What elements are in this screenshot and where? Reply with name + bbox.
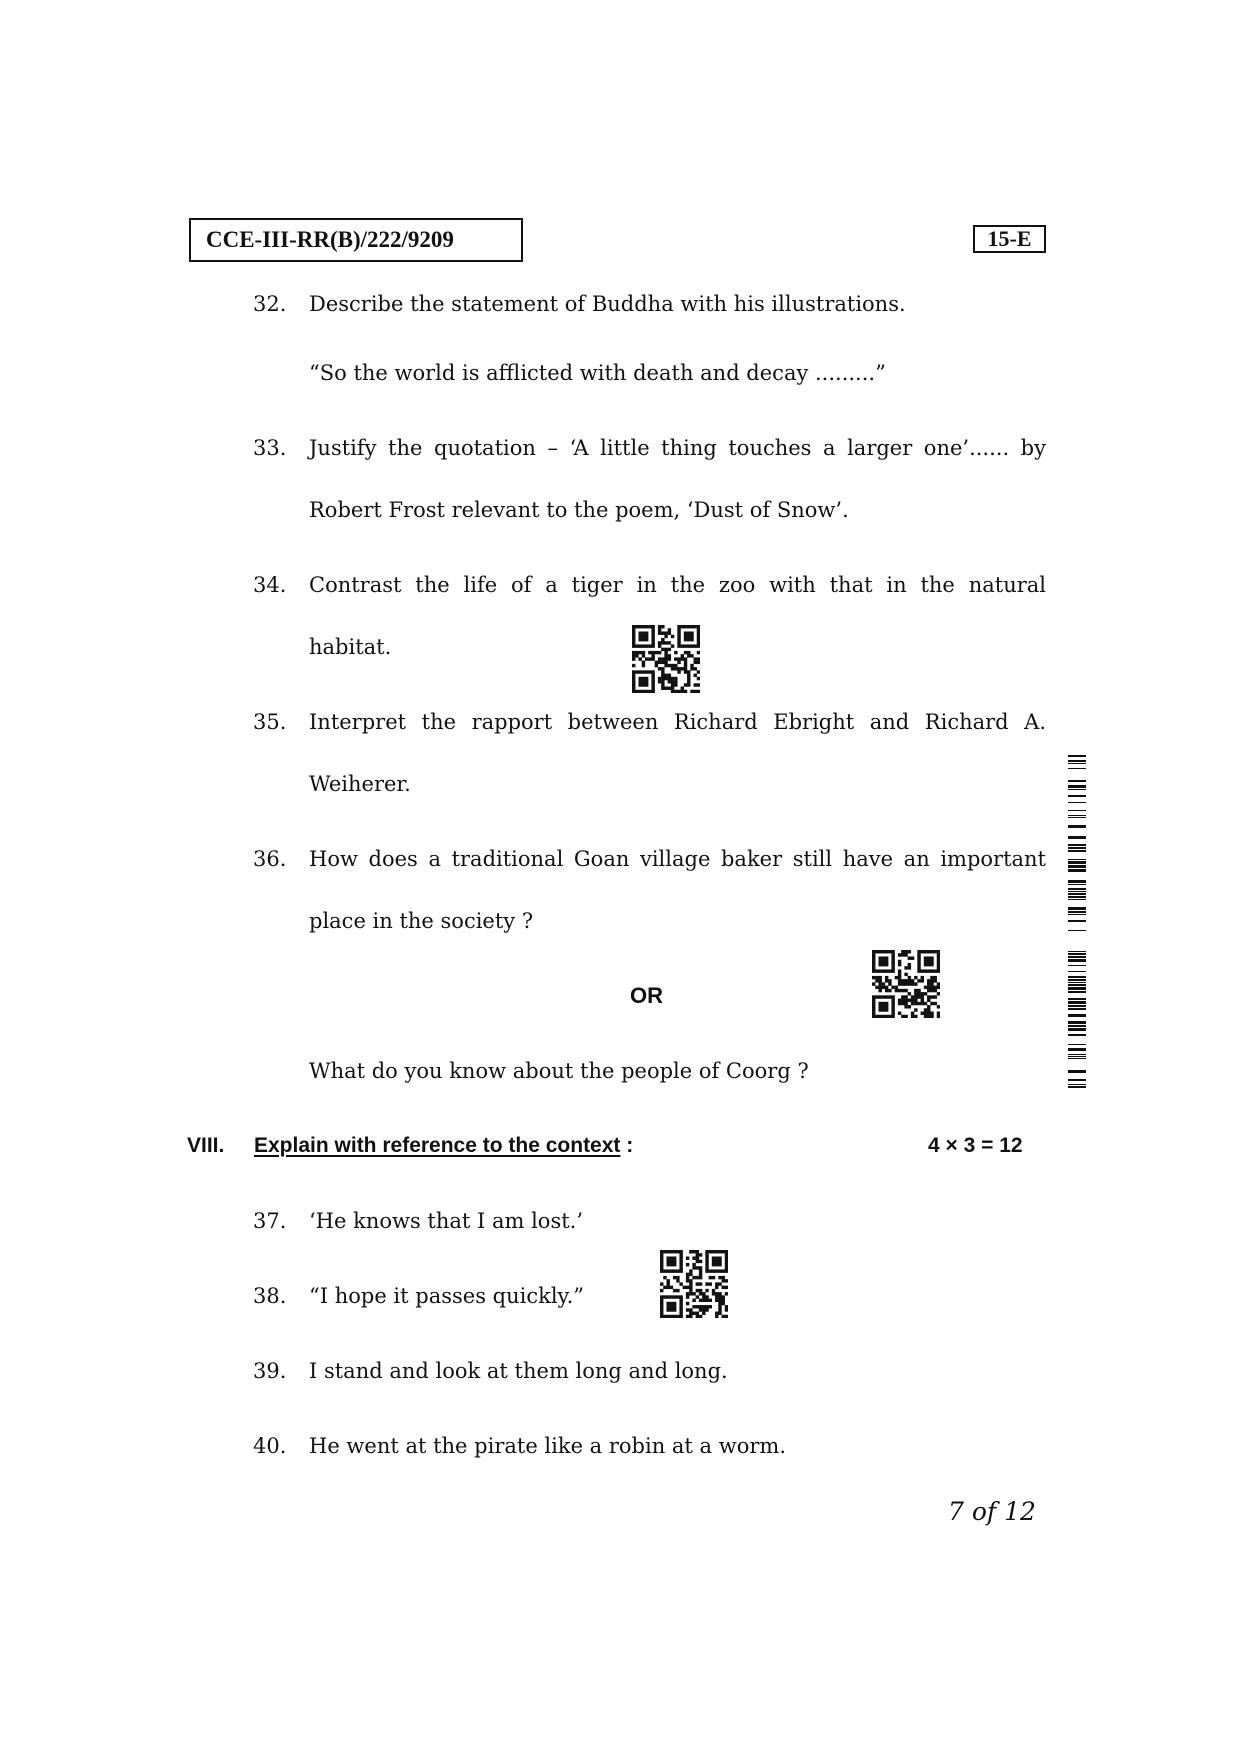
section-marks: 4 × 3 = 12 <box>928 1134 1023 1157</box>
question-34-text: Contrast the life of a tiger in the zoo with that in the natural <box>309 573 1046 597</box>
qr-code-icon <box>660 1250 728 1318</box>
question-36-text-cont: place in the society ? <box>309 909 534 933</box>
question-32-number: 32. <box>253 292 287 316</box>
question-34-text-cont: habitat. <box>309 635 392 659</box>
question-32-quote: “So the world is afflicted with death and decay .........” <box>309 361 886 385</box>
qr-code-icon <box>872 950 940 1018</box>
qr-code-icon <box>632 625 700 693</box>
section-numeral: VIII. <box>187 1134 225 1157</box>
question-33-number: 33. <box>253 436 287 460</box>
section-colon: : <box>626 1134 634 1157</box>
question-36-number: 36. <box>253 847 287 871</box>
subject-code: 15-E <box>987 226 1032 251</box>
question-40-text: He went at the pirate like a robin at a worm. <box>309 1434 786 1458</box>
section-title: Explain with reference to the context <box>254 1134 621 1157</box>
page-number: 7 of 12 <box>948 1497 1036 1526</box>
question-35-text: Interpret the rapport between Richard Ebright and Richard A. <box>309 710 1046 734</box>
question-37-text: ‘He knows that I am lost.’ <box>309 1209 584 1233</box>
question-38-text: “I hope it passes quickly.” <box>309 1284 585 1308</box>
question-36-text: How does a traditional Goan village baker still have an important <box>309 847 1046 871</box>
question-39-text: I stand and look at them long and long. <box>309 1359 728 1383</box>
or-label: OR <box>630 983 663 1008</box>
question-33-text: Justify the quotation – ‘A little thing touches a larger one’...... by <box>309 436 1046 460</box>
question-40-number: 40. <box>253 1434 287 1458</box>
question-36-alternative: What do you know about the people of Coorg ? <box>309 1059 809 1083</box>
question-35-text-cont: Weiherer. <box>309 772 411 796</box>
paper-code-box <box>189 218 523 262</box>
question-33-text-cont: Robert Frost relevant to the poem, ‘Dust of Snow’. <box>309 498 849 522</box>
question-35-number: 35. <box>253 710 287 734</box>
question-38-number: 38. <box>253 1284 287 1308</box>
question-39-number: 39. <box>253 1359 287 1383</box>
subject-code-box <box>973 225 1046 253</box>
section-heading <box>254 1132 633 1160</box>
barcode-icon <box>1068 755 1086 1095</box>
question-32-text: Describe the statement of Buddha with his illustrations. <box>309 292 906 316</box>
question-34-number: 34. <box>253 573 287 597</box>
question-37-number: 37. <box>253 1209 287 1233</box>
paper-code: CCE-III-RR(B)/222/9209 <box>206 227 454 252</box>
